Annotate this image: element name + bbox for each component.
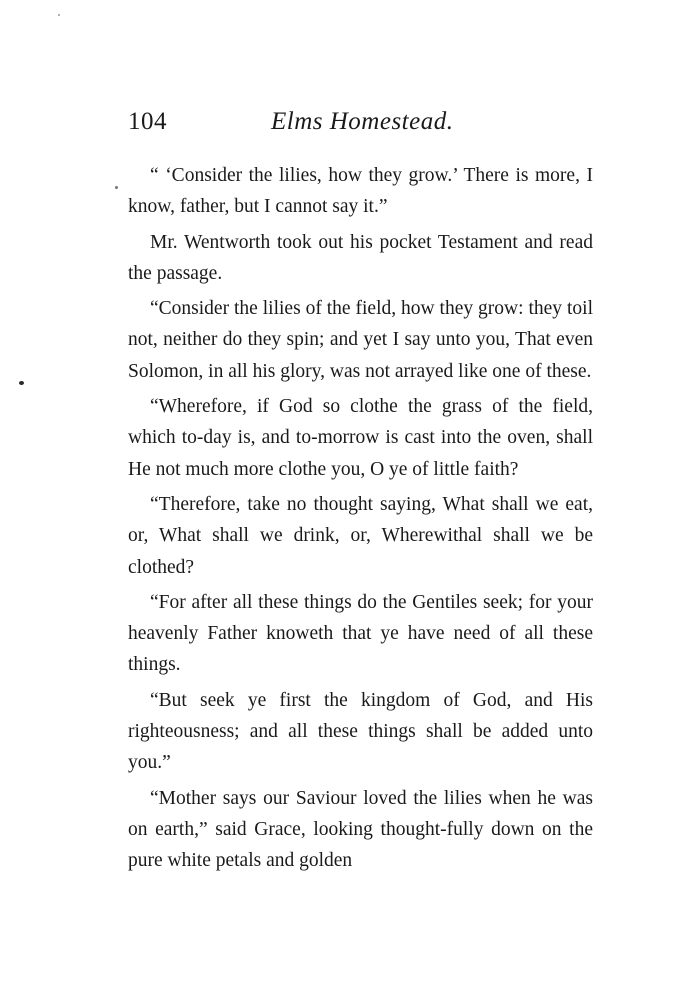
paragraph: “But seek ye first the kingdom of God, and His righteousness; and all these things shall be added unto you.” <box>128 689 593 774</box>
body-text <box>128 160 593 881</box>
page-header <box>128 108 593 148</box>
print-speck <box>58 14 60 16</box>
paragraph: Mr. Wentworth took out his pocket Testament and read the passage. <box>128 231 593 284</box>
paragraph: “Therefore, take no thought saying, What shall we eat, or, What shall we drink, or, Wherewithal shall we be clothed? <box>128 493 593 578</box>
paragraph: “ ‘Consider the lilies, how they grow.’ There is more, I know, father, but I cannot say it.” <box>128 165 593 218</box>
print-speck <box>115 186 118 189</box>
running-title: Elms Homestead. <box>271 108 454 135</box>
paragraph: “For after all these things do the Gentiles seek; for your heavenly Father knoweth that ye have need of all these things. <box>128 591 593 676</box>
paragraph: “Mother says our Saviour loved the lilies when he was on earth,” said Grace, looking thought-fully down on the pure white petals and golden <box>128 787 593 872</box>
page-number: 104 <box>128 108 167 135</box>
paragraph: “Consider the lilies of the field, how they grow: they toil not, neither do they spin; and yet I say unto you, That even Solomon, in all his glory, was not arrayed like one of these. <box>128 298 593 382</box>
paragraph: “Wherefore, if God so clothe the grass of the field, which to-day is, and to-morrow is cast into the oven, shall He not much more clothe you, O ye of little faith? <box>128 396 593 480</box>
print-speck <box>19 381 24 385</box>
